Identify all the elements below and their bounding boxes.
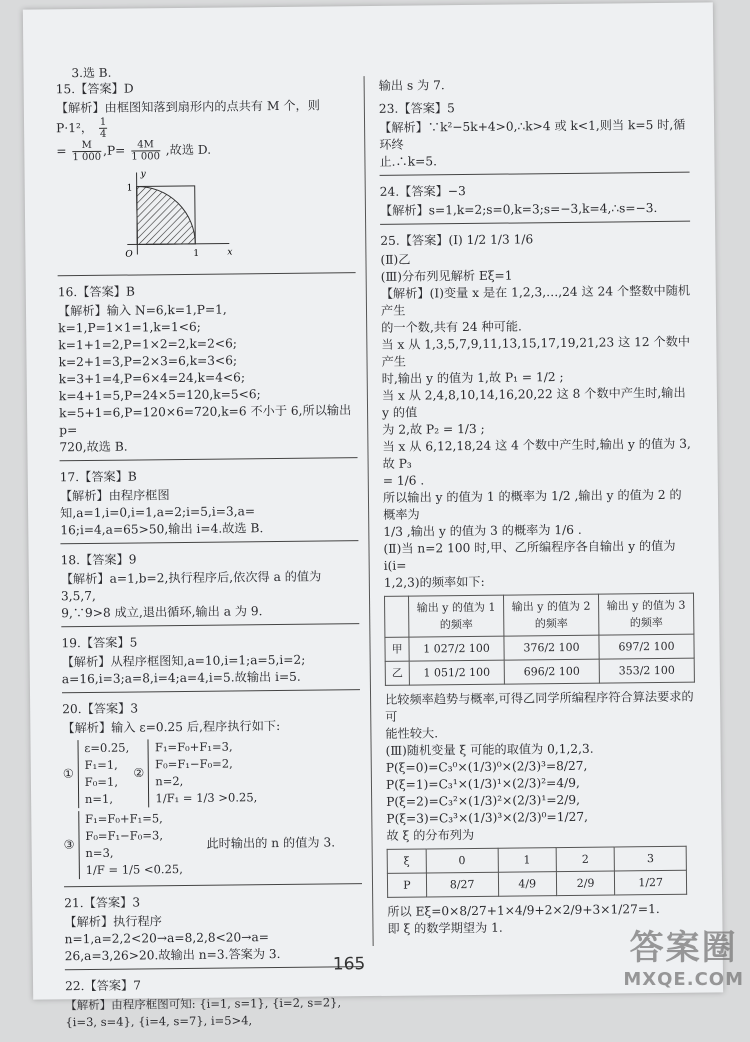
svg-text:1: 1	[126, 183, 133, 194]
q15-line1: 【解析】由框图知落到扇形内的点共有 M 个，则 P·1²， $\frac{1}{4}$	[55, 98, 320, 140]
svg-text:1: 1	[193, 248, 200, 259]
top-line: 3.选 B.	[71, 65, 112, 81]
svg-text:O: O	[125, 249, 133, 260]
q19: 19.【答案】5 【解析】从程序框图知,a=10,i=1;a=5,i=2; a=16,i=3;a=8,i=4;a=4,i=5.故输出 i=5.	[61, 630, 360, 693]
q21: 21.【答案】3 【解析】执行程序 n=1,a=2,2<20→a=8,2,8<20→a= 26,a=3,26>20.故输出 n=3.答案为 3.	[64, 890, 363, 970]
q18: 18.【答案】9 【解析】a=1,b=2,执行程序后,依次得 a 的值为 3,5,7, 9,∵9>8 成立,退出循环,输出 a 为 9.	[60, 547, 359, 627]
q15-line2: = $\frac{M}{1 000}$ ,P= $\frac{4M}{1 000}$ ,故选 D.	[56, 139, 212, 164]
svg-text:x: x	[227, 247, 233, 258]
watermark: 答案圈 MXQE.COM	[623, 928, 744, 990]
q24: 24.【答案】−3 【解析】s=1,k=2;s=0,k=3;s=−3,k=4,∴s=−3.	[380, 179, 690, 225]
book-page	[23, 2, 723, 1030]
q22: 22.【答案】7 【解析】由程序框图可知: {i=1, s=1}, {i=2, s=2}, {i=3, s=4}, {i=4, s=7}, i=5>4,	[64, 978, 342, 1030]
frequency-table: 输出 y 的值为 1 的频率 输出 y 的值为 2 的频率 输出 y 的值为 3 的频率 甲 1 027/2 100 376/2 100 697/2 100 乙 1 051/2 100 696/2 100 353/2 100	[384, 593, 695, 686]
q17: 17.【答案】B 【解析】由程序框图知,a=1,i=0,i=1,a=2;i=5,i=3,a= 16;i=4,a=65>50,输出 i=4.故选 B.	[60, 464, 359, 544]
left-column	[56, 76, 364, 1041]
q16: 16.【答案】B 【解析】输入 N=6,k=1,P=1, k=1,P=1×1=1,k=1<6; k=1+1=2,P=1×2=2,k=2<6; k=2+1=3,P=2×3=6,k=3<6; k=3+1=4,P=6×4=24,k=4<6; k=4+1=5,P=24×5=120,k=5<6; k=5+1=6,P=120×6=720,k=6 不小于 6,所以输出 p= 720,故选 B.	[58, 279, 358, 461]
q23: 23.【答案】5 【解析】∵k²−5k+4>0,∴k>4 或 k<1,则当 k=5 时,循环终 止.∴k=5.	[379, 96, 690, 176]
right-column: 输出 s 为 7. 23.【答案】5 【解析】∵k²−5k+4>0,∴k>4 或 k<1,则当 k=5 时,循环终 止.∴k=5. 24.【答案】−3 【解析】s=1,k=2;s=0,k=3;s=−3,k=4,∴s=−3. 25.【答案】(Ⅰ) 1/2 1/3 1/6 (Ⅱ)乙 (Ⅲ)分布列见解析 Eξ=1 【解析】(Ⅰ)变量 x 是在 1,2,3,…,24 这 24 个整数中随机产生 的一个数,共有 24 种可能. 当 x 从 1,3,5,7,9,11,13,15,17,19,21,23 这 12 个数中产生 时,输出 y 的值为 1,故 P₁ = 1/2 ; 当 x 从 2,4,8,10,14,16,20,22 这 8 个数中产生时,输出 y 的值 为 2,故 P₂ = 1/3 ; 当 x 从 6,12,18,24 这 4 个数中产生时,输出 y 的值为 3,故 P₃ = 1/6 . 所以输出 y 的值为 1 的概率为 1/2 ,输出 y 的值为 2 的概率为 1/3 ,输出 y 的值为 3 的概率为 1/6 . (Ⅱ)当 n=2 100 时,甲、乙所编程序各自输出 y 的值为 i(i= 1,2,3)的频率如下: 输出 y 的值为 1 的频率 输出 y 的值为 2 的频率 输出 y 的值为 3 的频率 甲 1 027/2 100 376/2 100 697/2 100 乙 1 051/2 100 696/2 100 353/2 100 比较频率趋势与概率,可得乙同学所编程序符合算法要求的可 能性较大. (Ⅲ)随机变量 ξ 可能的取值为 0,1,2,3. P(ξ=0)=C₃⁰×(1/3)⁰×(2/3)³=8/27, P(ξ=1)=C₃¹×(1/3)¹×(2/3)²=4/9, P(ξ=2)=C₃²×(1/3)²×(2/3)¹=2/9, P(ξ=3)=C₃³×(1/3)³×(2/3)⁰=1/27, 故 ξ 的分布列为 ξ 0 1 2 3 P 8/27 4/9 2/9 1/27 所以 Eξ=0×8/27+1×4/9+2×2/9+3×1/27=1. 即 ξ 的数学期望为 1.	[379, 73, 698, 948]
column-separator	[364, 76, 374, 946]
quarter-circle-figure	[116, 165, 237, 261]
distribution-table: ξ 0 1 2 3 P 8/27 4/9 2/9 1/27	[387, 846, 687, 898]
q15	[56, 76, 356, 276]
q20: 20.【答案】3 【解析】输入 ε=0.25 后,程序执行如下: ① ε=0.25, F₁=1, F₀=1, n=1, ② F₁=F₀+F₁=3, F₀=F₁−F₀=2, n=2, 1/F₁ = 1/3 >0.25, ③ F₁=F₀+F₁=5, F₀=F₁−F₀=3, n=3, 1/F = 1/5 <0.25, 此时输出的 n 的值为 3.	[62, 696, 362, 887]
q15-answer: 15.【答案】D	[55, 81, 134, 97]
svg-text:y: y	[140, 169, 146, 180]
q25: 25.【答案】(Ⅰ) 1/2 1/3 1/6 (Ⅱ)乙 (Ⅲ)分布列见解析 Eξ=1 【解析】(Ⅰ)变量 x 是在 1,2,3,…,24 这 24 个整数中随机产生 的一个数,共有 24 种可能. 当 x 从 1,3,5,7,9,11,13,15,17,19,21,23 这 12 个数中产生 时,输出 y 的值为 1,故 P₁ = 1/2 ; 当 x 从 2,4,8,10,14,16,20,22 这 8 个数中产生时,输出 y 的值 为 2,故 P₂ = 1/3 ; 当 x 从 6,12,18,24 这 4 个数中产生时,输出 y 的值为 3,故 P₃ = 1/6 . 所以输出 y 的值为 1 的概率为 1/2 ,输出 y 的值为 2 的概率为 1/3 ,输出 y 的值为 3 的概率为 1/6 . (Ⅱ)当 n=2 100 时,甲、乙所编程序各自输出 y 的值为 i(i= 1,2,3)的频率如下: 输出 y 的值为 1 的频率 输出 y 的值为 2 的频率 输出 y 的值为 3 的频率 甲 1 027/2 100 376/2 100 697/2 100 乙 1 051/2 100 696/2 100 353/2 100 比较频率趋势与概率,可得乙同学所编程序符合算法要求的可 能性较大. (Ⅲ)随机变量 ξ 可能的取值为 0,1,2,3. P(ξ=0)=C₃⁰×(1/3)⁰×(2/3)³=8/27, P(ξ=1)=C₃¹×(1/3)¹×(2/3)²=4/9, P(ξ=2)=C₃²×(1/3)²×(2/3)¹=2/9, P(ξ=3)=C₃³×(1/3)³×(2/3)⁰=1/27, 故 ξ 的分布列为 ξ 0 1 2 3 P 8/27 4/9 2/9 1/27 所以 Eξ=0×8/27+1×4/9+2×2/9+3×1/27=1. 即 ξ 的数学期望为 1.	[380, 232, 694, 936]
page-number: 165	[332, 954, 366, 975]
